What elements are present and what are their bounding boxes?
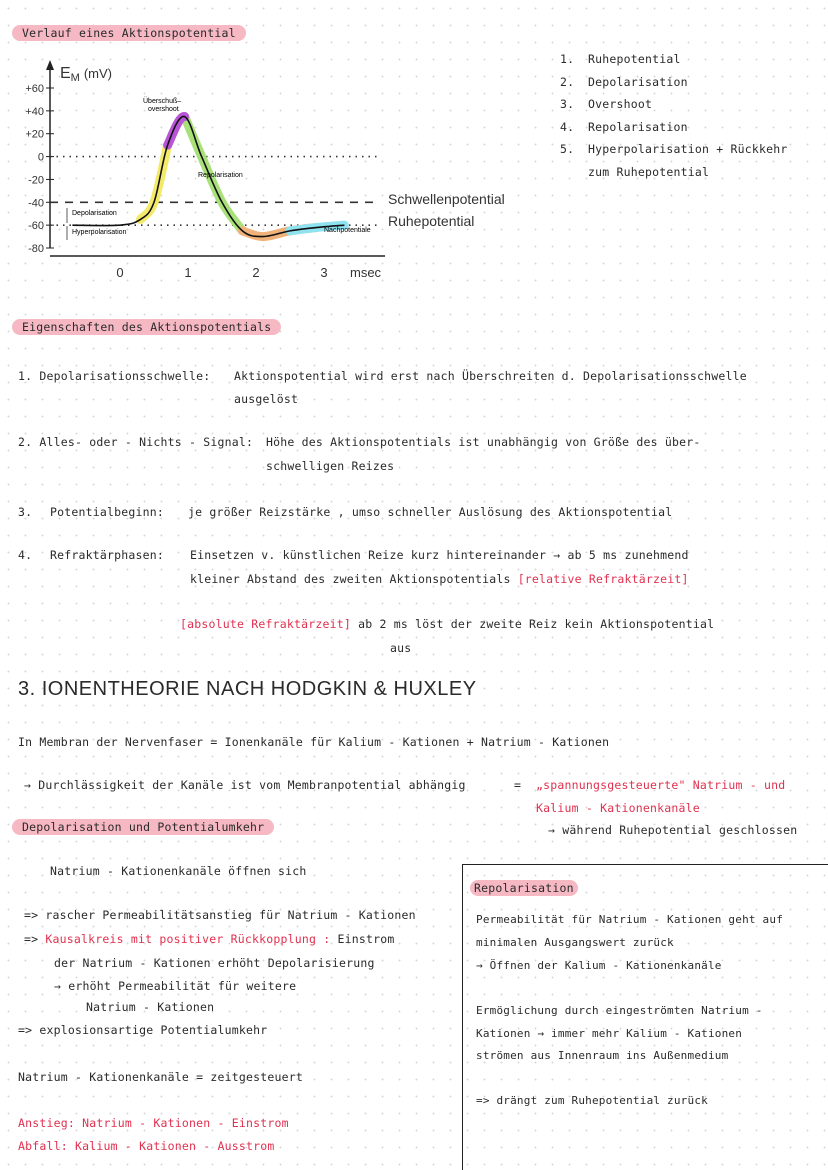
depolarisation-label: Depolarisation (72, 210, 117, 217)
depol-line-4: der Natrium - Kationen erhöht Depolarisierung (54, 956, 375, 970)
repolarisation-heading: Repolarisation (470, 881, 578, 895)
property-2-text: Höhe des Aktionspotentials ist unabhängig von Größe des über- (266, 435, 701, 449)
property-4-text3: [absolute Refraktärzeit] ab 2 ms löst der zweite Reiz kein Aktionspotential (180, 617, 715, 631)
ruhepotential-label: Ruhepotential (388, 213, 475, 229)
membrane-line: In Membran der Nervenfaser = Ionenkanäle für Kalium - Kationen + Natrium - Kationen (18, 735, 610, 749)
property-3-num: 3. (18, 505, 33, 519)
repol-line-7: => drängt zum Ruhepotential zurück (476, 1094, 708, 1107)
depol-line-1: Natrium - Kationenkanäle öffnen sich (50, 864, 307, 878)
y-tick-label: +20 (25, 128, 44, 141)
permeability-line: → Durchlässigkeit der Kanäle ist vom Membranpotential abhängig (24, 778, 466, 792)
absolute-refractory-label: [absolute Refraktärzeit] (180, 617, 351, 631)
equals-sign: = (514, 778, 522, 792)
repol-line-2: minimalen Ausgangswert zurück (476, 936, 674, 949)
y-tick-label: +40 (25, 105, 44, 118)
y-tick-label: -80 (28, 243, 44, 255)
action-potential-chart (0, 50, 540, 290)
phase-item: zum Ruhepotential (588, 164, 710, 179)
y-tick-label: +60 (25, 83, 44, 95)
property-4-text2: kleiner Abstand des zweiten Aktionspotentials [relative Refraktärzeit] (190, 572, 689, 586)
property-4-num: 4. (18, 548, 33, 562)
phase-item: 5. Hyperpolarisation + Rückkehr (560, 142, 788, 156)
hyperpolarisation-label: Hyperpolarisation (72, 229, 127, 236)
fall-line: Abfall: Kalium - Kationen - Ausstrom (18, 1139, 275, 1153)
property-3-text: je größer Reizstärke , umso schneller Auslösung des Aktionspotential (188, 505, 673, 519)
depol-line-6: Natrium - Kationen (86, 1000, 215, 1014)
property-4-text4: aus (390, 641, 412, 655)
phase-item: 2. Depolarisation (560, 74, 688, 89)
x-tick-label: 1 (184, 265, 192, 280)
voltage-gated-channels: „spannungsgesteuerte" Natrium - und (536, 778, 786, 792)
repol-line-3: → Öffnen der Kalium - Kationenkanäle (476, 959, 722, 972)
repol-line-4: Ermöglichung durch eingeströmten Natrium - (476, 1004, 763, 1017)
properties-heading: Eigenschaften des Aktionspotentials (12, 320, 281, 334)
overshoot-label-1: Überschuß– (143, 98, 182, 105)
section-3-heading: 3. IONENTHEORIE NACH HODGKIN & HUXLEY (18, 678, 477, 700)
y-tick-label: 0 (37, 151, 44, 164)
depol-line-5: → erhöht Permeabilität für weitere (54, 979, 297, 993)
y-tick-label: -40 (28, 197, 44, 210)
depolarisation-heading: Depolarisation und Potentialumkehr (12, 820, 274, 834)
x-axis-unit: msec (350, 265, 382, 280)
nachpotentiale-label: Nachpotentiale (324, 227, 371, 234)
y-tick-label: -60 (28, 220, 44, 233)
overshoot-label-2: overshoot (148, 106, 179, 113)
x-tick-label: 2 (252, 265, 260, 280)
repolarisation-box (462, 864, 828, 1170)
repol-line-1: Permeabilität für Natrium - Kationen geht auf (476, 913, 784, 926)
overshoot-highlight (168, 116, 185, 145)
depol-line-2: => rascher Permeabilitätsanstieg für Natrium - Kationen (24, 908, 416, 922)
repolarisation-label: Repolarisation (198, 172, 243, 179)
repol-line-6: strömen aus Innenraum ins Außenmedium (476, 1049, 729, 1062)
phase-item: 1. Ruhepotential (560, 52, 681, 66)
x-tick-label: 0 (116, 265, 124, 280)
property-2-text2: schwelligen Reizes (266, 459, 395, 473)
phase-item: 3. Overshoot (560, 97, 653, 111)
repol-line-5: Kationen → immer mehr Kalium - Kationen (476, 1027, 743, 1040)
rise-line: Anstieg: Natrium - Kationen - Einstrom (18, 1116, 289, 1130)
page-title: Verlauf eines Aktionspotential (12, 26, 246, 40)
depol-line-3: => Kausalkreis mit positiver Rückkopplung : Einstrom (24, 932, 395, 946)
positive-feedback-label: Kausalkreis mit positiver Rückkopplung : (45, 932, 331, 946)
property-1-text2: ausgelöst (234, 392, 299, 406)
property-1-label: 1. Depolarisationsschwelle: (18, 369, 211, 383)
time-gated-line: Natrium - Kationenkanäle = zeitgesteuert (18, 1070, 303, 1084)
y-axis-arrow (46, 60, 54, 70)
schwellenpotential-label: Schwellenpotential (388, 191, 505, 207)
y-tick-label: -20 (28, 174, 44, 187)
x-tick-label: 3 (320, 265, 328, 280)
property-3-label: Potentialbeginn: (50, 505, 164, 519)
property-4-text: Einsetzen v. künstlichen Reize kurz hintereinander → ab 5 ms zunehmend (190, 548, 689, 562)
relative-refractory-label: [relative Refraktärzeit] (517, 572, 689, 586)
phase-list (560, 48, 787, 183)
phase-item: 4. Repolarisation (560, 119, 688, 134)
property-1-text: Aktionspotential wird erst nach Überschreiten d. Depolarisationsschwelle (234, 369, 747, 383)
property-4-label: Refraktärphasen: (50, 548, 164, 562)
depol-line-7: => explosionsartige Potentialumkehr (18, 1023, 268, 1037)
property-2-label: 2. Alles- oder - Nichts - Signal: (18, 435, 254, 449)
voltage-gated-channels-2: Kalium - Kationenkanäle (536, 801, 700, 815)
y-axis-label: EM (mV) (60, 65, 113, 84)
closed-at-rest: → während Ruhepotential geschlossen (548, 823, 798, 837)
